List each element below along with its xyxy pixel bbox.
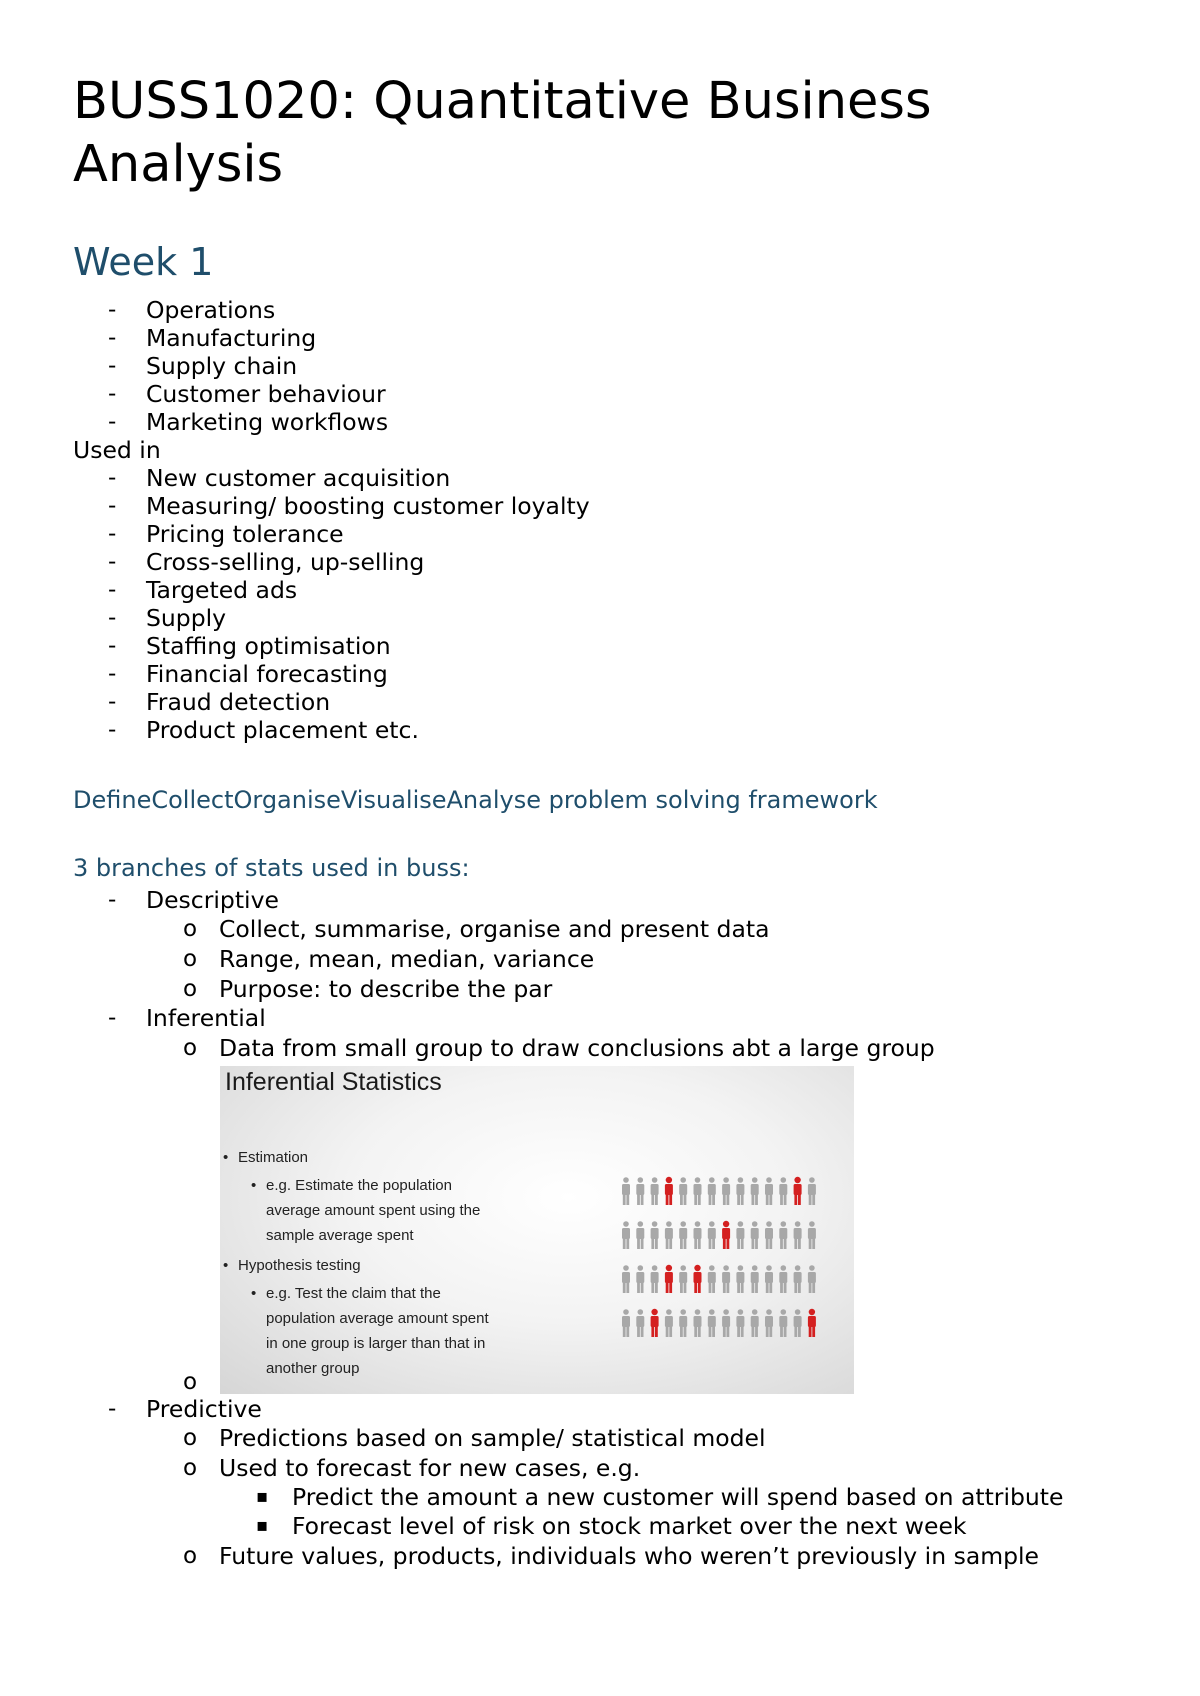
branches-heading: 3 branches of stats used in buss: [73,854,470,882]
person-icon [636,1309,644,1337]
person-icon [794,1221,802,1249]
slide-text: in one group is larger than that in [266,1335,486,1352]
person-icon [751,1265,759,1293]
list-item: Fraud detection [146,688,331,716]
list-item: Predict the amount a new customer will spend based on attribute [292,1483,1064,1511]
person-icon [622,1265,630,1293]
dash-marker: - [108,297,117,323]
person-icon [694,1309,702,1337]
person-icon [636,1177,644,1205]
week-heading: Week 1 [73,240,214,284]
person-icon [651,1265,659,1293]
person-icon [665,1309,673,1337]
dash-marker: - [108,325,117,351]
slide-text: another group [266,1360,360,1377]
person-icon [779,1309,787,1337]
person-icon [636,1221,644,1249]
list-item: Future values, products, individuals who weren’t previously in sample [219,1542,1040,1570]
dash-marker: - [108,689,117,715]
person-icon [708,1265,716,1293]
circle-marker: o [183,1455,198,1481]
dash-marker: - [108,549,117,575]
person-icon-highlighted [694,1265,702,1293]
circle-marker: o [183,1425,198,1451]
person-icon [765,1309,773,1337]
list-item: Manufacturing [146,324,317,352]
slide-text: sample average spent [266,1227,414,1244]
slide-text: e.g. Estimate the population [266,1177,452,1194]
slide-bullet: • [251,1177,257,1194]
circle-marker: o [183,1543,198,1569]
list-item: Collect, summarise, organise and present data [219,915,770,943]
dash-marker: - [108,493,117,519]
person-icon [808,1265,816,1293]
framework-heading: DefineCollectOrganiseVisualiseAnalyse problem solving framework [73,786,878,814]
list-item: Marketing workflows [146,408,389,436]
person-icon [765,1221,773,1249]
person-icon [751,1221,759,1249]
list-item: Supply chain [146,352,298,380]
person-icon [736,1177,744,1205]
person-icon [779,1221,787,1249]
circle-marker: o [183,1369,198,1395]
list-item: New customer acquisition [146,464,451,492]
dash-marker: - [108,1005,117,1031]
person-icon [722,1309,730,1337]
person-icon-highlighted [651,1309,659,1337]
square-marker: ▪ [256,1515,269,1536]
slide-text: average amount spent using the [266,1202,481,1219]
person-icon [751,1177,759,1205]
person-icon-highlighted [665,1177,673,1205]
person-icon [779,1265,787,1293]
person-icon-highlighted [794,1177,802,1205]
person-icon [736,1265,744,1293]
circle-marker: o [183,976,198,1002]
dash-marker: - [108,465,117,491]
inferential-label: Inferential [146,1004,266,1032]
square-marker: ▪ [256,1486,269,1507]
list-item: Range, mean, median, variance [219,945,595,973]
person-icon [765,1265,773,1293]
dash-marker: - [108,717,117,743]
person-icon [808,1177,816,1205]
list-item: Financial forecasting [146,660,388,688]
used-in-label: Used in [73,436,161,464]
circle-marker: o [183,916,198,942]
person-icon [736,1221,744,1249]
circle-marker: o [183,946,198,972]
list-item: Used to forecast for new cases, e.g. [219,1454,641,1482]
dash-marker: - [108,887,117,913]
slide-estimation-label: Estimation [238,1149,309,1166]
list-item: Targeted ads [146,576,298,604]
person-icon [651,1177,659,1205]
page-title: BUSS1020: Quantitative Business Analysis [73,72,932,194]
list-item: Supply [146,604,227,632]
person-icon [694,1177,702,1205]
person-icon-highlighted [665,1265,673,1293]
person-icon [636,1265,644,1293]
slide-text: e.g. Test the claim that the [266,1285,441,1302]
person-icon [751,1309,759,1337]
person-icon-highlighted [808,1309,816,1337]
list-item: Forecast level of risk on stock market over the next week [292,1512,967,1540]
dash-marker: - [108,381,117,407]
dash-marker: - [108,1396,117,1422]
slide-title: Inferential Statistics [225,1068,442,1096]
person-icon [665,1221,673,1249]
person-icon [794,1309,802,1337]
circle-marker: o [183,1035,198,1061]
person-icon [679,1221,687,1249]
person-icon [722,1265,730,1293]
dash-marker: - [108,605,117,631]
person-icon [708,1309,716,1337]
person-icon [736,1309,744,1337]
list-item: Pricing tolerance [146,520,344,548]
person-icon [708,1177,716,1205]
population-people-icons [620,1174,830,1354]
person-icon [679,1309,687,1337]
slide-bullet: • [251,1285,257,1302]
dash-marker: - [108,353,117,379]
list-item: Customer behaviour [146,380,386,408]
person-icon [808,1221,816,1249]
list-item: Data from small group to draw conclusions abt a large group [219,1034,935,1062]
person-icon [765,1177,773,1205]
inferential-statistics-slide [220,1066,854,1394]
list-item: Purpose: to describe the par [219,975,553,1003]
person-icon [622,1221,630,1249]
list-item: Operations [146,296,276,324]
person-icon-highlighted [722,1221,730,1249]
person-icon [708,1221,716,1249]
slide-bullet: • [223,1257,229,1274]
slide-hypothesis-label: Hypothesis testing [238,1257,361,1274]
dash-marker: - [108,661,117,687]
person-icon [679,1177,687,1205]
list-item: Cross-selling, up-selling [146,548,425,576]
person-icon [694,1221,702,1249]
list-item: Predictions based on sample/ statistical model [219,1424,766,1452]
descriptive-label: Descriptive [146,886,279,914]
dash-marker: - [108,577,117,603]
list-item: Measuring/ boosting customer loyalty [146,492,590,520]
person-icon [622,1309,630,1337]
person-icon [794,1265,802,1293]
person-icon [722,1177,730,1205]
list-item: Staffing optimisation [146,632,391,660]
person-icon [622,1177,630,1205]
slide-bullet: • [223,1149,229,1166]
dash-marker: - [108,633,117,659]
predictive-label: Predictive [146,1395,262,1423]
slide-text: population average amount spent [266,1310,489,1327]
dash-marker: - [108,409,117,435]
person-icon [679,1265,687,1293]
list-item: Product placement etc. [146,716,419,744]
person-icon [779,1177,787,1205]
person-icon [651,1221,659,1249]
dash-marker: - [108,521,117,547]
